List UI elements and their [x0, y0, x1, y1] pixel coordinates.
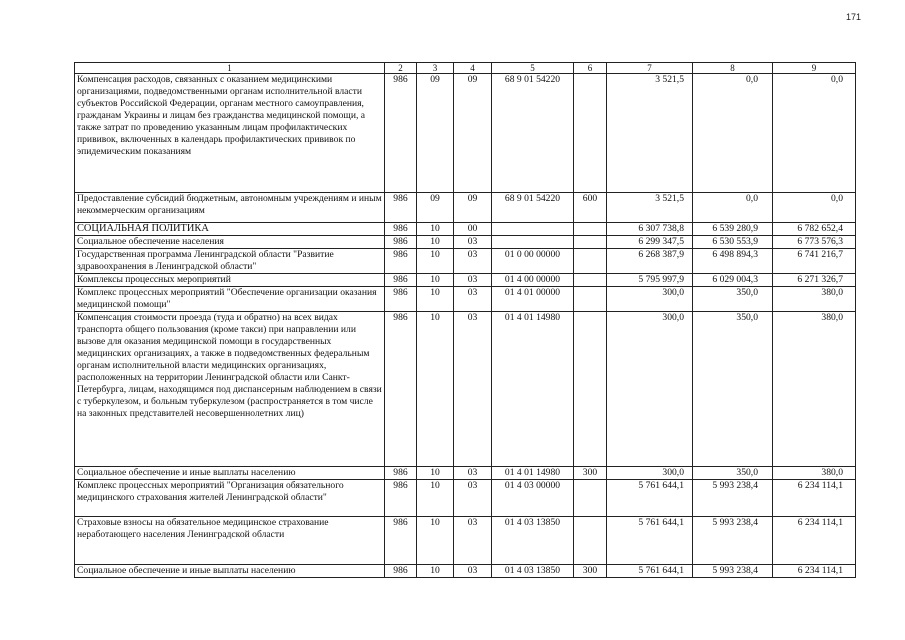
- row-section-cell: 10: [417, 236, 454, 249]
- table-row: [75, 274, 856, 287]
- row-year3-amount-cell: 6 741 216,7: [773, 249, 856, 274]
- header-cell: 1: [75, 63, 385, 74]
- row-year2-amount-cell: 0,0: [693, 74, 773, 193]
- row-subsection-cell: 03: [454, 274, 492, 287]
- table-row: [75, 223, 856, 236]
- row-subsection-cell: 03: [454, 480, 492, 517]
- row-year3-amount-cell: 380,0: [773, 467, 856, 480]
- row-grbs-cell: 986: [385, 565, 417, 578]
- table-row: [75, 249, 856, 274]
- row-section-cell: 10: [417, 223, 454, 236]
- table-row: [75, 74, 856, 193]
- row-subsection-cell: 03: [454, 249, 492, 274]
- row-target-article-cell: 01 4 03 00000: [492, 480, 574, 517]
- row-grbs-cell: 986: [385, 287, 417, 312]
- row-subsection-cell: 09: [454, 193, 492, 223]
- row-year1-amount-cell: 300,0: [607, 312, 693, 467]
- header-cell: 4: [454, 63, 492, 74]
- row-grbs-cell: 986: [385, 274, 417, 287]
- row-expense-type-cell: [574, 236, 607, 249]
- row-name-cell: Комплекс процессных мероприятий "Обеспечение организации оказания медицинской помощи": [75, 287, 385, 312]
- row-expense-type-cell: [574, 223, 607, 236]
- row-name-cell: Комплекс процессных мероприятий "Организация обязательного медицинского страхования жителей Ленинградской области": [75, 480, 385, 517]
- row-year1-amount-cell: 5 795 997,9: [607, 274, 693, 287]
- table-row: [75, 193, 856, 223]
- row-year1-amount-cell: 3 521,5: [607, 74, 693, 193]
- row-year2-amount-cell: 6 029 004,3: [693, 274, 773, 287]
- row-subsection-cell: 03: [454, 287, 492, 312]
- row-target-article-cell: 68 9 01 54220: [492, 74, 574, 193]
- row-year2-amount-cell: 6 539 280,9: [693, 223, 773, 236]
- row-section-cell: 10: [417, 287, 454, 312]
- header-cell: 6: [574, 63, 607, 74]
- row-target-article-cell: 01 4 01 14980: [492, 312, 574, 467]
- row-grbs-cell: 986: [385, 480, 417, 517]
- row-year1-amount-cell: 5 761 644,1: [607, 517, 693, 565]
- row-year1-amount-cell: 300,0: [607, 287, 693, 312]
- row-section-cell: 10: [417, 517, 454, 565]
- row-target-article-cell: [492, 236, 574, 249]
- row-grbs-cell: 986: [385, 236, 417, 249]
- row-name-cell: Комплексы процессных мероприятий: [75, 274, 385, 287]
- row-expense-type-cell: [574, 312, 607, 467]
- row-grbs-cell: 986: [385, 467, 417, 480]
- row-name-cell: Социальное обеспечение и иные выплаты населению: [75, 467, 385, 480]
- row-subsection-cell: 03: [454, 312, 492, 467]
- header-cell: 2: [385, 63, 417, 74]
- row-year3-amount-cell: 0,0: [773, 74, 856, 193]
- row-year2-amount-cell: 5 993 238,4: [693, 517, 773, 565]
- row-year3-amount-cell: 6 271 326,7: [773, 274, 856, 287]
- row-subsection-cell: 03: [454, 565, 492, 578]
- page-number: 171: [845, 12, 861, 22]
- row-year3-amount-cell: 380,0: [773, 287, 856, 312]
- row-grbs-cell: 986: [385, 223, 417, 236]
- row-name-cell: Социальное обеспечение населения: [75, 236, 385, 249]
- row-year1-amount-cell: 6 307 738,8: [607, 223, 693, 236]
- row-expense-type-cell: 300: [574, 467, 607, 480]
- budget-table: [74, 62, 856, 578]
- row-section-cell: 10: [417, 467, 454, 480]
- row-year2-amount-cell: 6 530 553,9: [693, 236, 773, 249]
- row-grbs-cell: 986: [385, 517, 417, 565]
- row-year3-amount-cell: 6 234 114,1: [773, 565, 856, 578]
- header-cell: 9: [773, 63, 856, 74]
- row-year3-amount-cell: 0,0: [773, 193, 856, 223]
- row-year2-amount-cell: 350,0: [693, 312, 773, 467]
- header-row: [75, 63, 856, 74]
- row-year1-amount-cell: 3 521,5: [607, 193, 693, 223]
- row-subsection-cell: 09: [454, 74, 492, 193]
- row-expense-type-cell: [574, 249, 607, 274]
- row-name-cell: СОЦИАЛЬНАЯ ПОЛИТИКА: [75, 223, 385, 236]
- row-subsection-cell: 00: [454, 223, 492, 236]
- row-grbs-cell: 986: [385, 249, 417, 274]
- header-cell: 3: [417, 63, 454, 74]
- row-target-article-cell: 01 4 01 14980: [492, 467, 574, 480]
- row-grbs-cell: 986: [385, 74, 417, 193]
- row-year1-amount-cell: 6 268 387,9: [607, 249, 693, 274]
- row-subsection-cell: 03: [454, 517, 492, 565]
- row-section-cell: 09: [417, 193, 454, 223]
- header-cell: 8: [693, 63, 773, 74]
- row-name-cell: Компенсация стоимости проезда (туда и обратно) на всех видах транспорта общего пользования (кроме такси) при направлении или вызове для оказания медицинской помощи в государственных медицинских организациях, а также в подведомственных федеральным органам исполнительной власти медицинских организациях, расположенных на территории Ленинградской области или Санкт-Петербурга, лицам, находящимся под диспансерным наблюдением в связи с туберкулезом, и больным туберкулезом (распространяется в том числе на законных представителей несовершеннолетних лиц): [75, 312, 385, 467]
- row-target-article-cell: 01 4 03 13850: [492, 565, 574, 578]
- row-target-article-cell: 68 9 01 54220: [492, 193, 574, 223]
- row-section-cell: 10: [417, 312, 454, 467]
- row-subsection-cell: 03: [454, 467, 492, 480]
- row-expense-type-cell: [574, 274, 607, 287]
- row-year1-amount-cell: 5 761 644,1: [607, 565, 693, 578]
- header-cell: 7: [607, 63, 693, 74]
- row-expense-type-cell: 300: [574, 565, 607, 578]
- table-row: [75, 467, 856, 480]
- row-section-cell: 10: [417, 565, 454, 578]
- row-name-cell: Государственная программа Ленинградской области "Развитие здравоохранения в Ленинградской области": [75, 249, 385, 274]
- table-row: [75, 565, 856, 578]
- table-row: [75, 480, 856, 517]
- header-cell: 5: [492, 63, 574, 74]
- table-row: [75, 236, 856, 249]
- row-expense-type-cell: [574, 287, 607, 312]
- row-subsection-cell: 03: [454, 236, 492, 249]
- row-year1-amount-cell: 5 761 644,1: [607, 480, 693, 517]
- row-expense-type-cell: [574, 517, 607, 565]
- row-name-cell: Страховые взносы на обязательное медицинское страхование неработающего населения Ленинградской области: [75, 517, 385, 565]
- row-target-article-cell: 01 4 03 13850: [492, 517, 574, 565]
- row-year3-amount-cell: 6 234 114,1: [773, 517, 856, 565]
- row-expense-type-cell: 600: [574, 193, 607, 223]
- table-row: [75, 287, 856, 312]
- table-row: [75, 312, 856, 467]
- row-expense-type-cell: [574, 480, 607, 517]
- row-section-cell: 10: [417, 249, 454, 274]
- row-grbs-cell: 986: [385, 193, 417, 223]
- row-target-article-cell: [492, 223, 574, 236]
- row-year2-amount-cell: 0,0: [693, 193, 773, 223]
- row-year1-amount-cell: 300,0: [607, 467, 693, 480]
- row-year3-amount-cell: 6 782 652,4: [773, 223, 856, 236]
- table-row: [75, 517, 856, 565]
- row-name-cell: Компенсация расходов, связанных с оказанием медицинскими организациями, подведомственными органам исполнительной власти субъектов Российской Федерации, органам местного самоуправления, гражданам Украины и лицам без гражданства медицинской помощи, а также затрат по проведению указанным лицам профилактических прививок, включенных в календарь профилактических прививок по эпидемическим показаниям: [75, 74, 385, 193]
- row-year3-amount-cell: 380,0: [773, 312, 856, 467]
- row-name-cell: Предоставление субсидий бюджетным, автономным учреждениям и иным некоммерческим организациям: [75, 193, 385, 223]
- row-section-cell: 10: [417, 274, 454, 287]
- row-name-cell: Социальное обеспечение и иные выплаты населению: [75, 565, 385, 578]
- row-grbs-cell: 986: [385, 312, 417, 467]
- row-target-article-cell: 01 4 01 00000: [492, 287, 574, 312]
- row-target-article-cell: 01 0 00 00000: [492, 249, 574, 274]
- row-year2-amount-cell: 5 993 238,4: [693, 565, 773, 578]
- row-year2-amount-cell: 6 498 894,3: [693, 249, 773, 274]
- row-year1-amount-cell: 6 299 347,5: [607, 236, 693, 249]
- row-expense-type-cell: [574, 74, 607, 193]
- row-year2-amount-cell: 350,0: [693, 467, 773, 480]
- row-year2-amount-cell: 350,0: [693, 287, 773, 312]
- row-year3-amount-cell: 6 234 114,1: [773, 480, 856, 517]
- row-year2-amount-cell: 5 993 238,4: [693, 480, 773, 517]
- row-year3-amount-cell: 6 773 576,3: [773, 236, 856, 249]
- row-section-cell: 10: [417, 480, 454, 517]
- row-section-cell: 09: [417, 74, 454, 193]
- row-target-article-cell: 01 4 00 00000: [492, 274, 574, 287]
